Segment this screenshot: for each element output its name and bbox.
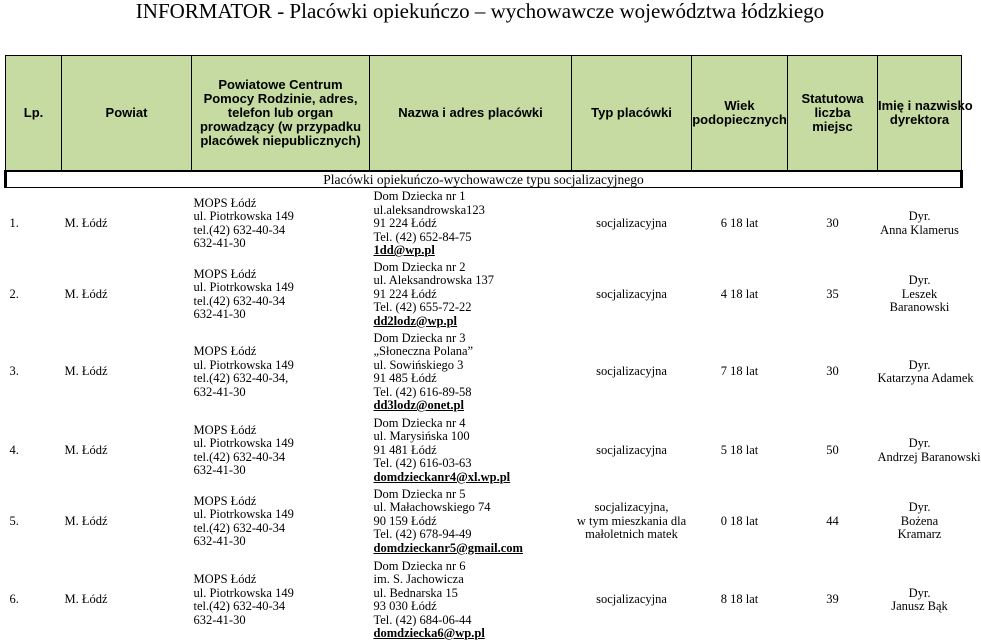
nazwa-line: ul. Aleksandrowska 137 (373, 273, 494, 288)
dyrektor-line: Anna Klamerus (880, 222, 959, 237)
dyrektor-line: Dyr. (908, 500, 931, 515)
row-miejsca: 44 (826, 513, 839, 528)
row-typ (572, 415, 692, 487)
typ-line: socjalizacyjna (596, 592, 667, 607)
header-centrum-line: Pomocy Rodzinie, adres, (203, 91, 358, 106)
centrum-line: MOPS Łódź (193, 493, 257, 508)
nazwa-line: Dom Dziecka nr 1 (373, 189, 466, 203)
row-centrum (192, 415, 370, 487)
header-lp: Lp. (6, 56, 62, 172)
centrum-line: tel.(42) 632-40-34, (193, 371, 289, 385)
centrum-line: MOPS Łódź (193, 195, 257, 210)
row-nazwa (370, 415, 572, 487)
row-miejsca: 30 (826, 364, 839, 379)
row-typ (572, 260, 692, 330)
nazwa-line: Dom Dziecka nr 4 (373, 415, 466, 430)
row-centrum (192, 487, 370, 557)
row-typ (572, 330, 692, 415)
nazwa-line: 91 224 Łódź (373, 286, 437, 301)
row-dyrektor (878, 557, 962, 644)
row-miejsca: 35 (826, 286, 839, 301)
dyrektor-line: Dyr. (908, 273, 931, 288)
header-statutowa (788, 56, 878, 172)
centrum-line: ul. Piotrkowska 149 (193, 585, 294, 600)
header-imie-line: Imię i nazwisko (878, 98, 973, 113)
row-dyrektor (878, 260, 962, 330)
centrum-line: tel.(42) 632-40-34 (193, 293, 286, 308)
nazwa-line: Tel. (42) 616-03-63 (373, 456, 472, 471)
row-typ (572, 487, 692, 557)
row-nazwa (370, 557, 572, 644)
row-powiat: M. Łódź (64, 442, 108, 457)
typ-line: w tym mieszkania dla (576, 513, 687, 528)
header-imie-line: dyrektora (889, 112, 950, 127)
dyrektor-line: Katarzyna Adamek (877, 371, 974, 385)
row-centrum (192, 557, 370, 644)
row-miejsca: 39 (826, 592, 839, 607)
centrum-line: 632-41-30 (193, 307, 246, 321)
row-wiek: 7 18 lat (720, 364, 759, 379)
row-centrum (192, 188, 370, 260)
nazwa-line: ul. Marysińska 100 (373, 429, 470, 444)
header-centrum (192, 56, 370, 172)
row-dyrektor (878, 487, 962, 557)
email-link[interactable]: domdziecka6@wp.pl (373, 626, 485, 640)
header-wiek-line: Wiek (724, 98, 755, 113)
section-row (6, 171, 962, 188)
row-typ (572, 557, 692, 644)
header-statutowa-line: liczba (814, 105, 851, 120)
email-link[interactable]: domdzieckanr5@gmail.com (373, 540, 523, 555)
centrum-line: tel.(42) 632-40-34 (193, 520, 286, 535)
typ-line: małoletnich matek (585, 527, 678, 542)
row-miejsca: 30 (826, 216, 839, 230)
row-typ (572, 188, 692, 260)
row-miejsca: 50 (826, 442, 839, 457)
email-link[interactable]: 1dd@wp.pl (373, 243, 435, 257)
nazwa-line: Tel. (42) 655-72-22 (373, 300, 472, 315)
header-wiek-line: podopiecznych (692, 112, 787, 127)
centrum-line: ul. Piotrkowska 149 (193, 436, 294, 450)
row-wiek: 8 18 lat (720, 592, 759, 607)
row-powiat: M. Łódź (64, 513, 108, 528)
row-centrum (192, 330, 370, 415)
centrum-line: MOPS Łódź (193, 422, 257, 437)
row-dyrektor (877, 330, 974, 415)
dyrektor-line: Andrzej Baranowski (877, 449, 981, 464)
nazwa-line: 91 485 Łódź (373, 371, 437, 385)
row-wiek: 0 18 lat (720, 513, 759, 528)
row-lp: 3. (9, 364, 19, 379)
dyrektor-line: Dyr. (908, 436, 931, 450)
nazwa-line: ul.aleksandrowska123 (373, 202, 485, 217)
header-centrum-line: Powiatowe Centrum (218, 77, 343, 92)
row-dyrektor (877, 415, 981, 487)
row-nazwa (370, 260, 572, 330)
nazwa-line: Tel. (42) 678-94-49 (373, 527, 472, 542)
email-link[interactable]: dd2lodz@wp.pl (373, 313, 458, 328)
typ-line: socjalizacyjna (596, 286, 667, 301)
centrum-line: tel.(42) 632-40-34 (193, 599, 286, 613)
row-lp: 2. (9, 286, 19, 301)
nazwa-line: ul. Sowińskiego 3 (373, 357, 464, 372)
centrum-line: MOPS Łódź (193, 572, 257, 586)
nazwa-line: 91 481 Łódź (373, 442, 437, 457)
header-statutowa-line: miejsc (812, 119, 853, 134)
row-wiek: 6 18 lat (720, 216, 759, 230)
nazwa-line: Dom Dziecka nr 6 (373, 558, 466, 573)
dyrektor-line: Baranowski (889, 300, 950, 315)
header-typ: Typ placówki (572, 56, 692, 172)
header-imie (878, 56, 973, 172)
header-powiat: Powiat (62, 56, 192, 172)
typ-line: socjalizacyjna, (594, 500, 669, 515)
centrum-line: ul. Piotrkowska 149 (193, 280, 294, 294)
table-row (6, 557, 962, 644)
row-powiat: M. Łódź (64, 592, 108, 607)
typ-line: socjalizacyjna (596, 364, 667, 379)
dyrektor-line: Janusz Bąk (891, 599, 948, 613)
dyrektor-line: Leszek (901, 286, 938, 301)
centrum-line: tel.(42) 632-40-34 (193, 222, 286, 237)
header-centrum-line: prowadzący (w przypadku (199, 119, 362, 134)
centrum-line: MOPS Łódź (193, 266, 257, 281)
row-lp: 4. (9, 442, 19, 457)
row-nazwa (370, 487, 572, 557)
centrum-line: 632-41-30 (193, 384, 246, 399)
document-title: INFORMATOR - Placówki opiekuńczo – wychowawcze województwa łódzkiego (135, 0, 825, 23)
centrum-line: tel.(42) 632-40-34 (193, 449, 286, 464)
nazwa-line: im. S. Jachowicza (373, 572, 464, 586)
row-wiek: 4 18 lat (720, 286, 759, 301)
table-row (6, 415, 962, 487)
header-nazwa: Nazwa i adres placówki (370, 56, 572, 172)
row-lp: 5. (9, 513, 19, 528)
dyrektor-line: Dyr. (908, 357, 931, 372)
row-lp: 6. (9, 592, 19, 607)
nazwa-line: ul. Małachowskiego 74 (373, 500, 491, 515)
row-lp: 1. (9, 216, 19, 230)
row-powiat: M. Łódź (64, 364, 108, 379)
header-centrum-line: placówek niepublicznych) (200, 133, 361, 148)
nazwa-line: 90 159 Łódź (373, 513, 437, 528)
centrum-line: MOPS Łódź (193, 344, 257, 358)
centrum-line: ul. Piotrkowska 149 (193, 507, 294, 521)
nazwa-line: 93 030 Łódź (373, 599, 437, 613)
centrum-line: ul. Piotrkowska 149 (193, 357, 294, 372)
section-title: Placówki opiekuńczo-wychowawcze typu socjalizacyjnego (6, 171, 962, 188)
centrum-line: 632-41-30 (193, 463, 246, 477)
nazwa-line: Dom Dziecka nr 5 (373, 486, 466, 501)
typ-line: socjalizacyjna (596, 442, 667, 457)
typ-line: socjalizacyjna (596, 216, 667, 230)
row-wiek: 5 18 lat (720, 442, 759, 457)
nazwa-line: Dom Dziecka nr 3 (373, 330, 466, 345)
row-nazwa (370, 188, 572, 260)
dyrektor-line: Kramarz (897, 527, 942, 542)
email-link[interactable]: domdzieckanr4@xl.wp.pl (373, 469, 511, 484)
dyrektor-line: Dyr. (908, 585, 931, 600)
centrum-line: 632-41-30 (193, 612, 246, 627)
institutions-table (4, 55, 981, 644)
row-centrum (192, 260, 370, 330)
email-link[interactable]: dd3lodz@onet.pl (373, 398, 464, 412)
dyrektor-line: Dyr. (908, 209, 931, 224)
header-row (6, 56, 962, 172)
nazwa-line: 91 224 Łódź (373, 216, 437, 230)
header-centrum-line: telefon lub organ (227, 105, 334, 120)
row-powiat: M. Łódź (64, 286, 108, 301)
table-row (6, 188, 962, 260)
centrum-line: ul. Piotrkowska 149 (193, 209, 294, 224)
table-row (6, 260, 962, 330)
dyrektor-line: Bożena (900, 513, 939, 528)
nazwa-line: „Słoneczna Polana” (373, 344, 474, 358)
nazwa-line: ul. Bednarska 15 (373, 585, 458, 600)
nazwa-line: Tel. (42) 616-89-58 (373, 384, 472, 399)
nazwa-line: Tel. (42) 652-84-75 (373, 229, 472, 244)
table-row (6, 487, 962, 557)
nazwa-line: Dom Dziecka nr 2 (373, 259, 466, 274)
row-nazwa (370, 330, 572, 415)
table-row (6, 330, 962, 415)
nazwa-line: Tel. (42) 684-06-44 (373, 612, 472, 627)
header-statutowa-line: Statutowa (801, 91, 864, 106)
row-powiat: M. Łódź (64, 216, 108, 230)
row-dyrektor (878, 188, 962, 260)
centrum-line: 632-41-30 (193, 534, 246, 548)
header-wiek (692, 56, 788, 172)
centrum-line: 632-41-30 (193, 236, 246, 251)
